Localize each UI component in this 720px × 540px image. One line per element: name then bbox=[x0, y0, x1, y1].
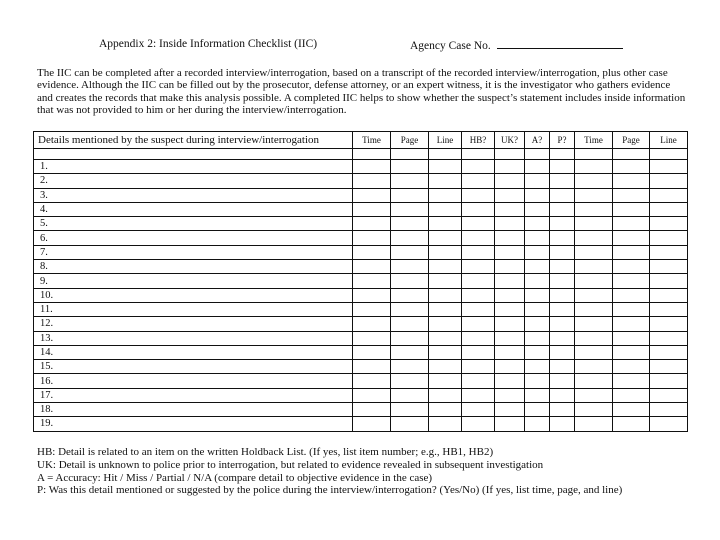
table-cell[interactable] bbox=[575, 231, 613, 245]
row-number[interactable]: 1. bbox=[34, 160, 353, 174]
table-cell[interactable] bbox=[550, 360, 575, 374]
table-cell[interactable] bbox=[391, 417, 429, 431]
table-cell[interactable] bbox=[613, 245, 650, 259]
row-number[interactable]: 14. bbox=[34, 345, 353, 359]
table-cell[interactable] bbox=[495, 274, 525, 288]
table-cell[interactable] bbox=[429, 160, 462, 174]
table-cell[interactable] bbox=[575, 317, 613, 331]
table-cell[interactable] bbox=[391, 317, 429, 331]
table-cell[interactable] bbox=[550, 160, 575, 174]
agency-case-number bbox=[410, 38, 623, 52]
table-cell[interactable] bbox=[462, 360, 495, 374]
table-cell[interactable] bbox=[462, 403, 495, 417]
table-cell[interactable] bbox=[525, 374, 550, 388]
table-cell[interactable] bbox=[353, 288, 391, 302]
page-header bbox=[0, 38, 720, 54]
table-cell[interactable] bbox=[650, 360, 688, 374]
table-cell[interactable] bbox=[353, 160, 391, 174]
table-row bbox=[34, 288, 688, 302]
table-cell[interactable] bbox=[575, 174, 613, 188]
row-number[interactable]: 13. bbox=[34, 331, 353, 345]
table-cell[interactable] bbox=[495, 345, 525, 359]
table-cell[interactable] bbox=[550, 345, 575, 359]
table-cell[interactable] bbox=[391, 202, 429, 216]
table-cell[interactable] bbox=[462, 302, 495, 316]
column-header: Time bbox=[575, 132, 613, 149]
agency-case-field[interactable] bbox=[497, 38, 623, 49]
table-cell[interactable] bbox=[650, 174, 688, 188]
table-cell[interactable] bbox=[429, 345, 462, 359]
table-cell[interactable] bbox=[429, 374, 462, 388]
table-cell[interactable] bbox=[613, 360, 650, 374]
table-cell[interactable] bbox=[525, 188, 550, 202]
table-cell[interactable] bbox=[462, 345, 495, 359]
table-cell[interactable] bbox=[495, 388, 525, 402]
table-cell[interactable] bbox=[650, 274, 688, 288]
table-cell[interactable] bbox=[613, 331, 650, 345]
table-cell[interactable] bbox=[353, 403, 391, 417]
table-cell[interactable] bbox=[429, 417, 462, 431]
table-row bbox=[34, 188, 688, 202]
table-row bbox=[34, 160, 688, 174]
table-cell[interactable] bbox=[613, 149, 650, 160]
table-cell[interactable] bbox=[353, 202, 391, 216]
row-number[interactable]: 6. bbox=[34, 231, 353, 245]
table-cell[interactable] bbox=[650, 417, 688, 431]
table-cell[interactable] bbox=[650, 160, 688, 174]
table-cell[interactable] bbox=[550, 288, 575, 302]
table-cell[interactable] bbox=[525, 160, 550, 174]
table-cell[interactable] bbox=[429, 388, 462, 402]
table-cell[interactable] bbox=[495, 149, 525, 160]
row-number[interactable]: 3. bbox=[34, 188, 353, 202]
legend-line: UK: Detail is unknown to police prior to interrogation, but related to evidence revealed in subsequent investigation bbox=[37, 458, 544, 471]
table-cell[interactable] bbox=[525, 217, 550, 231]
table-row bbox=[34, 260, 688, 274]
table-cell[interactable] bbox=[391, 174, 429, 188]
table-cell[interactable] bbox=[495, 288, 525, 302]
table-cell[interactable] bbox=[353, 317, 391, 331]
table-cell[interactable] bbox=[650, 317, 688, 331]
table-cell[interactable] bbox=[429, 331, 462, 345]
table-row-blank bbox=[34, 149, 688, 160]
table-row bbox=[34, 417, 688, 431]
row-number[interactable]: 12. bbox=[34, 317, 353, 331]
table-cell[interactable] bbox=[613, 217, 650, 231]
table-cell[interactable] bbox=[613, 374, 650, 388]
table-cell[interactable] bbox=[525, 274, 550, 288]
table-cell[interactable] bbox=[525, 360, 550, 374]
table-row bbox=[34, 274, 688, 288]
table-cell[interactable] bbox=[575, 374, 613, 388]
table-body bbox=[34, 149, 688, 432]
table-cell[interactable] bbox=[575, 274, 613, 288]
table-cell[interactable] bbox=[613, 202, 650, 216]
table-cell[interactable] bbox=[550, 149, 575, 160]
table-cell[interactable] bbox=[525, 388, 550, 402]
table-cell[interactable] bbox=[650, 403, 688, 417]
table-cell[interactable] bbox=[613, 260, 650, 274]
table-row bbox=[34, 374, 688, 388]
table-cell[interactable] bbox=[550, 174, 575, 188]
legend-line: P: Was this detail mentioned or suggested by the police during the interview/interrogation? (Yes/No) (If yes, list time, page, and line) bbox=[37, 484, 623, 497]
row-number[interactable]: 17. bbox=[34, 388, 353, 402]
table-row bbox=[34, 388, 688, 402]
column-header: Page bbox=[391, 132, 429, 149]
table-cell[interactable] bbox=[575, 260, 613, 274]
table-cell[interactable] bbox=[495, 260, 525, 274]
table-cell[interactable] bbox=[34, 149, 353, 160]
table-cell[interactable] bbox=[525, 417, 550, 431]
table-cell[interactable] bbox=[495, 188, 525, 202]
row-number[interactable]: 5. bbox=[34, 217, 353, 231]
row-number[interactable]: 18. bbox=[34, 403, 353, 417]
table-cell[interactable] bbox=[462, 188, 495, 202]
table-cell[interactable] bbox=[525, 174, 550, 188]
table-cell[interactable] bbox=[575, 217, 613, 231]
table-cell[interactable] bbox=[391, 231, 429, 245]
table-cell[interactable] bbox=[353, 388, 391, 402]
table-cell[interactable] bbox=[391, 288, 429, 302]
row-number[interactable]: 16. bbox=[34, 374, 353, 388]
table-cell[interactable] bbox=[429, 302, 462, 316]
table-cell[interactable] bbox=[495, 231, 525, 245]
table-cell[interactable] bbox=[575, 331, 613, 345]
table-cell[interactable] bbox=[429, 231, 462, 245]
table-cell[interactable] bbox=[525, 331, 550, 345]
checklist-table bbox=[33, 131, 688, 432]
table-cell[interactable] bbox=[353, 417, 391, 431]
table-cell[interactable] bbox=[575, 302, 613, 316]
table-cell[interactable] bbox=[391, 302, 429, 316]
table-cell[interactable] bbox=[495, 331, 525, 345]
table-cell[interactable] bbox=[353, 174, 391, 188]
table-cell[interactable] bbox=[391, 217, 429, 231]
agency-case-label: Agency Case No. bbox=[410, 40, 491, 52]
column-header: Line bbox=[650, 132, 688, 149]
table-cell[interactable] bbox=[495, 245, 525, 259]
table-cell[interactable] bbox=[650, 345, 688, 359]
column-header: HB? bbox=[462, 132, 495, 149]
table-cell[interactable] bbox=[525, 149, 550, 160]
table-cell[interactable] bbox=[462, 260, 495, 274]
table-cell[interactable] bbox=[353, 188, 391, 202]
row-number[interactable]: 2. bbox=[34, 174, 353, 188]
table-cell[interactable] bbox=[391, 331, 429, 345]
table-cell[interactable] bbox=[575, 160, 613, 174]
page-title: Appendix 2: Inside Information Checklist (IIC) bbox=[99, 38, 318, 50]
row-number[interactable]: 10. bbox=[34, 288, 353, 302]
table-row bbox=[34, 302, 688, 316]
table-cell[interactable] bbox=[650, 374, 688, 388]
table-cell[interactable] bbox=[353, 217, 391, 231]
table-cell[interactable] bbox=[650, 149, 688, 160]
table-cell[interactable] bbox=[613, 231, 650, 245]
legend-line: A = Accuracy: Hit / Miss / Partial / N/A (compare detail to objective evidence in the case) bbox=[37, 471, 433, 484]
table-cell[interactable] bbox=[429, 217, 462, 231]
table-cell[interactable] bbox=[550, 231, 575, 245]
table-cell[interactable] bbox=[462, 317, 495, 331]
table-cell[interactable] bbox=[353, 260, 391, 274]
table-cell[interactable] bbox=[525, 231, 550, 245]
table-cell[interactable] bbox=[353, 331, 391, 345]
table-cell[interactable] bbox=[525, 260, 550, 274]
row-number[interactable]: 11. bbox=[34, 302, 353, 316]
column-header: Line bbox=[429, 132, 462, 149]
table-cell[interactable] bbox=[429, 403, 462, 417]
table-cell[interactable] bbox=[525, 317, 550, 331]
row-number[interactable]: 7. bbox=[34, 245, 353, 259]
table-cell[interactable] bbox=[391, 149, 429, 160]
table-cell[interactable] bbox=[650, 260, 688, 274]
table-cell[interactable] bbox=[575, 360, 613, 374]
table-row bbox=[34, 245, 688, 259]
table-cell[interactable] bbox=[650, 202, 688, 216]
table-cell[interactable] bbox=[391, 245, 429, 259]
legend-line: HB: Detail is related to an item on the written Holdback List. (If yes, list item number; e.g., HB1, HB2) bbox=[37, 446, 494, 458]
table-cell[interactable] bbox=[550, 217, 575, 231]
table-cell[interactable] bbox=[391, 160, 429, 174]
table-cell[interactable] bbox=[613, 302, 650, 316]
table-cell[interactable] bbox=[575, 388, 613, 402]
legend bbox=[37, 446, 697, 497]
table-cell[interactable] bbox=[550, 188, 575, 202]
table-cell[interactable] bbox=[462, 174, 495, 188]
table-cell[interactable] bbox=[495, 217, 525, 231]
table-cell[interactable] bbox=[613, 388, 650, 402]
table-cell[interactable] bbox=[650, 188, 688, 202]
table-cell[interactable] bbox=[575, 188, 613, 202]
table-cell[interactable] bbox=[353, 231, 391, 245]
table-cell[interactable] bbox=[429, 149, 462, 160]
table-cell[interactable] bbox=[550, 260, 575, 274]
table-cell[interactable] bbox=[650, 331, 688, 345]
table-cell[interactable] bbox=[495, 317, 525, 331]
table-cell[interactable] bbox=[429, 360, 462, 374]
table-cell[interactable] bbox=[650, 302, 688, 316]
table-cell[interactable] bbox=[462, 388, 495, 402]
table-cell[interactable] bbox=[575, 288, 613, 302]
table-cell[interactable] bbox=[550, 302, 575, 316]
table-cell[interactable] bbox=[391, 274, 429, 288]
table-cell[interactable] bbox=[353, 374, 391, 388]
table-cell[interactable] bbox=[462, 217, 495, 231]
table-cell[interactable] bbox=[495, 174, 525, 188]
table-cell[interactable] bbox=[575, 245, 613, 259]
table-cell[interactable] bbox=[550, 374, 575, 388]
table-cell[interactable] bbox=[391, 374, 429, 388]
table-cell[interactable] bbox=[575, 417, 613, 431]
table-cell[interactable] bbox=[550, 388, 575, 402]
row-number[interactable]: 19. bbox=[34, 417, 353, 431]
table-cell[interactable] bbox=[613, 417, 650, 431]
table-row bbox=[34, 202, 688, 216]
table-cell[interactable] bbox=[462, 331, 495, 345]
table-row bbox=[34, 360, 688, 374]
table-cell[interactable] bbox=[429, 188, 462, 202]
table-cell[interactable] bbox=[391, 403, 429, 417]
table-cell[interactable] bbox=[525, 403, 550, 417]
column-header: Page bbox=[613, 132, 650, 149]
table-cell[interactable] bbox=[575, 345, 613, 359]
table-cell[interactable] bbox=[650, 388, 688, 402]
table-cell[interactable] bbox=[495, 160, 525, 174]
column-header: P? bbox=[550, 132, 575, 149]
table-cell[interactable] bbox=[495, 417, 525, 431]
table-cell[interactable] bbox=[650, 217, 688, 231]
table-row bbox=[34, 317, 688, 331]
table-cell[interactable] bbox=[429, 174, 462, 188]
table-cell[interactable] bbox=[650, 231, 688, 245]
table-cell[interactable] bbox=[525, 302, 550, 316]
table-cell[interactable] bbox=[391, 188, 429, 202]
table-cell[interactable] bbox=[429, 317, 462, 331]
table-cell[interactable] bbox=[462, 274, 495, 288]
table-cell[interactable] bbox=[429, 202, 462, 216]
table-cell[interactable] bbox=[613, 317, 650, 331]
table-cell[interactable] bbox=[353, 360, 391, 374]
table-cell[interactable] bbox=[353, 245, 391, 259]
table-row bbox=[34, 331, 688, 345]
table-row bbox=[34, 174, 688, 188]
table-cell[interactable] bbox=[575, 403, 613, 417]
table-cell[interactable] bbox=[429, 274, 462, 288]
table-row bbox=[34, 231, 688, 245]
table-cell[interactable] bbox=[525, 202, 550, 216]
table-cell[interactable] bbox=[353, 149, 391, 160]
table-cell[interactable] bbox=[550, 202, 575, 216]
table-cell[interactable] bbox=[613, 160, 650, 174]
table-cell[interactable] bbox=[391, 260, 429, 274]
table-cell[interactable] bbox=[525, 245, 550, 259]
column-header: A? bbox=[525, 132, 550, 149]
table-cell[interactable] bbox=[495, 360, 525, 374]
table-cell[interactable] bbox=[429, 288, 462, 302]
table-cell[interactable] bbox=[613, 174, 650, 188]
table-cell[interactable] bbox=[550, 403, 575, 417]
table-cell[interactable] bbox=[462, 245, 495, 259]
table-cell[interactable] bbox=[613, 345, 650, 359]
table-cell[interactable] bbox=[462, 374, 495, 388]
table-cell[interactable] bbox=[550, 331, 575, 345]
table-cell[interactable] bbox=[462, 288, 495, 302]
row-number[interactable]: 4. bbox=[34, 202, 353, 216]
column-header: UK? bbox=[495, 132, 525, 149]
table-cell[interactable] bbox=[550, 417, 575, 431]
table-cell[interactable] bbox=[575, 202, 613, 216]
table-cell[interactable] bbox=[462, 417, 495, 431]
table-cell[interactable] bbox=[353, 302, 391, 316]
header-row bbox=[34, 132, 688, 149]
column-header-details: Details mentioned by the suspect during interview/interrogation bbox=[34, 132, 353, 149]
table-cell[interactable] bbox=[429, 245, 462, 259]
table-cell[interactable] bbox=[550, 245, 575, 259]
table-cell[interactable] bbox=[613, 403, 650, 417]
column-header: Time bbox=[353, 132, 391, 149]
table-cell[interactable] bbox=[613, 274, 650, 288]
table-cell[interactable] bbox=[391, 345, 429, 359]
table-cell[interactable] bbox=[525, 345, 550, 359]
table-row bbox=[34, 217, 688, 231]
table-cell[interactable] bbox=[495, 374, 525, 388]
intro-paragraph: The IIC can be completed after a recorded interview/interrogation, based on a transcript of the recorded interview/interrogation, plus other case evidence. Although the IIC can be filled out by the prosecutor, defense attorney, or an expert witness, it is the investigator who gathers evidence and creates the records that make this analysis possible. A completed IIC helps to show whether the suspect’s statement includes inside information that was not provided to him or her during the interview/interrogation. bbox=[37, 67, 686, 117]
table-cell[interactable] bbox=[462, 202, 495, 216]
table-cell[interactable] bbox=[495, 403, 525, 417]
row-number[interactable]: 15. bbox=[34, 360, 353, 374]
table-cell[interactable] bbox=[613, 188, 650, 202]
table-cell[interactable] bbox=[575, 149, 613, 160]
table-cell[interactable] bbox=[550, 274, 575, 288]
table-cell[interactable] bbox=[525, 288, 550, 302]
table-cell[interactable] bbox=[650, 288, 688, 302]
table-cell[interactable] bbox=[353, 274, 391, 288]
table-cell[interactable] bbox=[391, 388, 429, 402]
table-cell[interactable] bbox=[391, 360, 429, 374]
table-cell[interactable] bbox=[462, 149, 495, 160]
table-cell[interactable] bbox=[550, 317, 575, 331]
table-cell[interactable] bbox=[429, 260, 462, 274]
table-cell[interactable] bbox=[613, 288, 650, 302]
table-cell[interactable] bbox=[353, 345, 391, 359]
table-row bbox=[34, 345, 688, 359]
table-cell[interactable] bbox=[650, 245, 688, 259]
row-number[interactable]: 8. bbox=[34, 260, 353, 274]
table-cell[interactable] bbox=[495, 302, 525, 316]
table-cell[interactable] bbox=[495, 202, 525, 216]
row-number[interactable]: 9. bbox=[34, 274, 353, 288]
table-row bbox=[34, 403, 688, 417]
table-cell[interactable] bbox=[462, 231, 495, 245]
table-cell[interactable] bbox=[462, 160, 495, 174]
